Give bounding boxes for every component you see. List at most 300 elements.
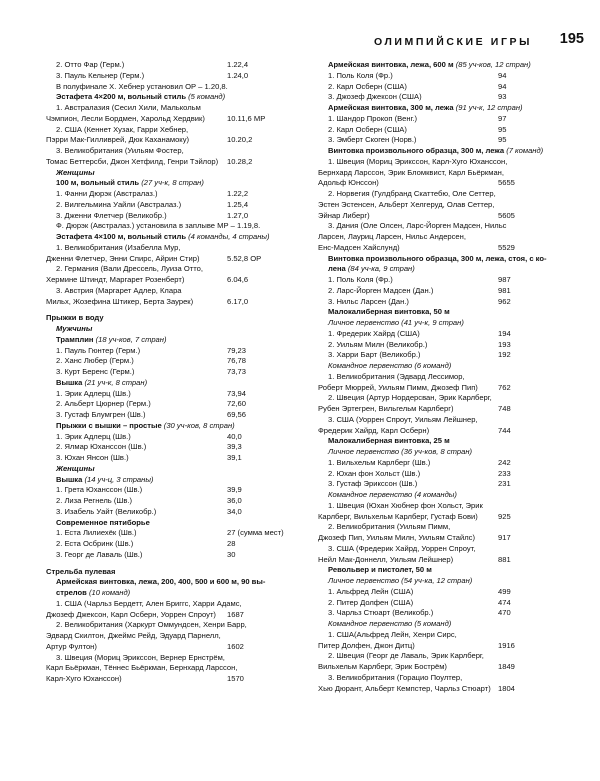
- text-line: [46, 367, 301, 378]
- text-line: [46, 168, 301, 179]
- text-line: [318, 501, 552, 512]
- text-line: [46, 599, 301, 610]
- line-value: 39,3: [227, 442, 242, 452]
- line-value: 5529: [498, 242, 515, 252]
- line-text: Личное первенство (41 уч-к, 9 стран): [328, 318, 464, 327]
- line-text: Армейская винтовка, лежа, 600 м: [328, 60, 454, 69]
- line-text: Винтовка произвольного образца, 300 м, лежа, стоя, с ко-: [328, 253, 547, 263]
- text-line: [46, 421, 301, 432]
- line-value: 470: [498, 608, 511, 618]
- line-annotation: (10 команд): [86, 588, 131, 597]
- text-line: [46, 588, 301, 599]
- line-text: Адольф Юнссон): [318, 178, 379, 188]
- text-line: [318, 71, 552, 82]
- text-line: [46, 114, 301, 125]
- line-text: 3. Великобритания (Уильям Фостер,: [56, 146, 184, 155]
- line-value: 925: [498, 511, 511, 521]
- text-line: [46, 264, 301, 275]
- text-line: [318, 297, 552, 308]
- line-value: 36,0: [227, 496, 242, 505]
- line-annotation: (18 уч-ков, 7 стран): [93, 334, 167, 344]
- line-text: 3. Густаф Эрикссон (Шв.): [328, 479, 418, 489]
- line-text: Артур Фултон): [46, 641, 97, 651]
- text-line: [318, 329, 552, 340]
- line-annotation: (21 уч-к, 8 стран): [82, 377, 148, 387]
- text-line: [46, 178, 301, 189]
- text-line: [318, 415, 552, 426]
- text-line: [318, 458, 552, 469]
- text-line: [318, 60, 552, 71]
- text-line: [46, 335, 301, 346]
- line-value: 1849: [498, 662, 515, 671]
- line-text: 3. Георг де Лаваль (Шв.): [56, 549, 143, 559]
- page-number: 195: [559, 31, 584, 47]
- text-line: [318, 361, 552, 372]
- text-line: [318, 544, 552, 555]
- line-value: 962: [498, 296, 511, 306]
- line-text: Вышка: [56, 474, 83, 484]
- line-text: Личное первенство (54 уч-ка, 12 стран): [328, 576, 473, 585]
- line-text: 3. Пауль Кельнер (Герм.): [56, 70, 145, 80]
- text-line: [318, 598, 552, 609]
- line-text: Ф. Дюрэк (Австралаз.) установила в заплыве МР – 1.19,8.: [56, 221, 261, 231]
- line-text: Мужчины: [56, 324, 93, 333]
- line-text: Фредерик Хайрд, Карл Осберн): [318, 425, 430, 435]
- line-value: 6.17,0: [227, 296, 249, 306]
- line-text: стрелов: [56, 588, 87, 597]
- line-value: 1.27,0: [227, 210, 249, 220]
- line-text: 3. Джозеф Джексон (США): [328, 92, 422, 102]
- line-text: 1. Австралазия (Сесил Хили, Малькольм: [56, 103, 201, 112]
- line-text: 1. США(Альфред Лейн, Хенри Сирс,: [328, 629, 457, 639]
- line-text: 1. Пауль Гюнтер (Герм.): [56, 345, 141, 355]
- text-line: [46, 674, 301, 685]
- line-text: 3. Изабель Уайт (Великобр.): [56, 506, 157, 516]
- line-text: Мильх, Жозефина Штикер, Берта Заурек): [46, 296, 194, 306]
- line-value: 1.22,4: [227, 60, 249, 69]
- line-text: 2. Альберт Цюрнер (Герм.): [56, 399, 151, 409]
- line-text: 3. Чарльз Стюарт (Великобр.): [328, 608, 434, 618]
- text-line: [318, 393, 552, 404]
- line-annotation: (7 команд): [504, 146, 544, 155]
- text-line: [318, 447, 552, 458]
- text-line: [318, 114, 552, 125]
- text-line: [318, 146, 552, 157]
- line-text: 2. Еста Осбринк (Шв.): [56, 539, 134, 548]
- text-line: [46, 146, 301, 157]
- text-line: [46, 275, 301, 286]
- line-text: Армейская винтовка, лежа, 200, 400, 500 и 600 м, 90 вы-: [56, 577, 266, 587]
- line-text: Современное пятиборье: [56, 517, 150, 527]
- text-line: [318, 254, 552, 265]
- text-line: [46, 485, 301, 496]
- line-value: 94: [498, 70, 507, 80]
- text-line: [318, 286, 552, 297]
- line-value: 1.25,4: [227, 199, 249, 209]
- text-line: [318, 512, 552, 523]
- line-text: 2. Питер Долфен (США): [328, 597, 414, 607]
- text-line: [46, 254, 301, 265]
- text-line: [46, 71, 301, 82]
- text-line: [46, 200, 301, 211]
- line-text: 1. Великобритания (Изабелла Мур,: [56, 242, 181, 252]
- line-text: Рубен Эртегрен, Вильгельм Карлберг): [318, 404, 454, 413]
- text-line: [318, 350, 552, 361]
- line-text: 1. Эрик Адлерц (Шв.): [56, 388, 131, 398]
- line-text: 3. Курт Беренс (Герм.): [56, 367, 135, 376]
- line-value: 987: [498, 275, 511, 284]
- text-line: [318, 264, 552, 275]
- line-value: 97: [498, 113, 507, 123]
- line-text: Роберт Мюррей, Уильям Пимм, Джозеф Пип): [318, 382, 478, 392]
- text-line: [46, 432, 301, 443]
- text-line: [46, 356, 301, 367]
- line-text: Прыжки с вышки – простые: [56, 420, 162, 430]
- line-text: 2. Норвегия (Гулдбранд Скаттебю, Оле Сеттер,: [328, 189, 496, 198]
- text-line: [46, 297, 301, 308]
- line-text: Питер Долфен, Джон Дитц): [318, 640, 415, 650]
- line-text: 2. Юхан фон Хольст (Шв.): [328, 468, 421, 478]
- line-value: 28: [227, 539, 236, 548]
- line-value: 95: [498, 124, 507, 134]
- text-line: [318, 673, 552, 684]
- line-text: Хью Дюрант, Альберт Кемпстер, Чарльз Стюарт): [318, 683, 491, 693]
- line-text: Эдвард Скилтон, Джеймс Рейд, Эдуард Парнелл,: [46, 631, 221, 640]
- line-text: 3. Великобритания (Горацио Поултер,: [328, 672, 463, 682]
- text-line: [46, 567, 301, 578]
- line-text: 2. Лиза Регнель (Шв.): [56, 496, 133, 505]
- text-line: [46, 103, 301, 114]
- line-text: 2. Ханс Любер (Герм.): [56, 356, 134, 366]
- line-value: 5655: [498, 178, 515, 188]
- line-value: 10.28,2: [227, 156, 253, 166]
- text-line: [318, 372, 552, 383]
- line-text: Эстен Эстенсен, Альберт Хелгеруд, Олав Сеттер,: [318, 199, 495, 209]
- text-line: [46, 125, 301, 136]
- line-text: Томас Беттерсби, Джон Хетфилд, Генри Тэйлор): [46, 156, 219, 166]
- left-column: [46, 60, 301, 685]
- line-value: 72,60: [227, 399, 247, 409]
- text-line: [318, 383, 552, 394]
- line-text: 1. Вильхельм Карлберг (Шв.): [328, 457, 431, 467]
- line-value: 79,23: [227, 345, 247, 355]
- text-line: [46, 324, 301, 335]
- text-line: [318, 469, 552, 480]
- line-value: 40,0: [227, 431, 242, 441]
- text-line: [46, 232, 301, 243]
- line-value: 1916: [498, 640, 515, 650]
- line-value: 981: [498, 285, 511, 295]
- text-line: [318, 318, 552, 329]
- line-value: 39,9: [227, 485, 242, 495]
- text-line: [318, 340, 552, 351]
- line-text: 1. Швеция (Мориц Эрикссон, Карл-Хуго Юханссон,: [328, 156, 508, 166]
- line-value: 76,78: [227, 356, 247, 366]
- text-line: [46, 507, 301, 518]
- line-text: Вильхельм Карлберг, Эрик Бострём): [318, 662, 447, 671]
- text-line: [318, 479, 552, 490]
- text-line: [46, 539, 301, 550]
- line-text: Нейл Мак-Доннелл, Уильям Лейшнер): [318, 554, 454, 564]
- text-line: [318, 221, 552, 232]
- text-line: [46, 399, 301, 410]
- line-value: 95: [498, 135, 507, 145]
- line-text: Стрельба пулевая: [46, 566, 116, 576]
- line-value: 30: [227, 549, 236, 559]
- line-annotation: (14 уч-ц, 3 страны): [82, 474, 154, 484]
- text-line: [46, 550, 301, 561]
- text-line: [46, 211, 301, 222]
- line-value: 1602: [227, 641, 244, 651]
- line-text: Дженни Флетчер, Энни Спирс, Айрин Стир): [46, 253, 200, 263]
- line-value: 5.52,8 ОР: [227, 253, 262, 263]
- line-value: 1570: [227, 674, 244, 683]
- line-text: Чэмпион, Лесли Бордмен, Харольд Хердвик): [46, 113, 205, 123]
- line-value: 192: [498, 350, 511, 360]
- line-value: 193: [498, 339, 511, 349]
- line-text: Карл-Хуго Юханссон): [46, 674, 122, 683]
- line-value: 881: [498, 554, 511, 564]
- text-line: [46, 313, 301, 324]
- text-line: [318, 307, 552, 318]
- line-value: 748: [498, 404, 511, 413]
- line-text: 1. Еста Лилиехёк (Шв.): [56, 528, 137, 538]
- text-line: [318, 243, 552, 254]
- line-value: 5605: [498, 210, 515, 220]
- line-value: 474: [498, 597, 511, 607]
- line-text: 1. Поль Коля (Фр.): [328, 70, 393, 80]
- text-line: [46, 389, 301, 400]
- text-line: [46, 518, 301, 529]
- line-text: Карлберг, Вильхельм Карлберг, Густаф Бови): [318, 511, 478, 521]
- line-text: 2. Великобритания (Харкурт Оммундсен, Хенри Барр,: [56, 620, 247, 630]
- text-line: [318, 651, 552, 662]
- line-value: 1687: [227, 609, 244, 619]
- line-text: 2. Ялмар Юханссон (Шв.): [56, 442, 147, 452]
- line-text: Малокалиберная винтовка, 25 м: [328, 436, 450, 446]
- line-text: 3. Нильс Ларсен (Дан.): [328, 296, 409, 306]
- line-value: 6.04,6: [227, 275, 249, 284]
- line-value: 1804: [498, 683, 515, 693]
- right-column: [318, 60, 552, 694]
- line-value: 34,0: [227, 506, 242, 516]
- text-line: [318, 168, 552, 179]
- text-line: [318, 436, 552, 447]
- text-line: [46, 610, 301, 621]
- line-value: 194: [498, 328, 511, 338]
- text-line: [318, 211, 552, 222]
- line-text: 1. Фанни Дюрэк (Австралаз.): [56, 189, 158, 198]
- line-text: 2. Великобритания (Уильям Пимм,: [328, 522, 451, 532]
- line-text: Джозеф Пип, Уильям Милн, Уильям Стайлс): [318, 533, 475, 542]
- line-text: Карл Бьёркман, Тённес Бьёркман, Бернхард Ларссон,: [46, 663, 238, 673]
- line-text: 1. Шандор Прокоп (Венг.): [328, 113, 418, 123]
- text-line: [318, 684, 552, 695]
- text-line: [318, 157, 552, 168]
- line-text: 1. Эрик Адлерц (Шв.): [56, 431, 131, 441]
- line-text: Пэрри Мак-Гилливрей, Дюк Каханамоку): [46, 135, 190, 145]
- line-text: 1. Поль Коля (Фр.): [328, 275, 393, 284]
- line-text: 3. Густаф Блумгрен (Шв.): [56, 410, 146, 419]
- line-annotation: (4 команды, 4 страны): [186, 232, 270, 241]
- text-line: [318, 125, 552, 136]
- line-text: 2. Карл Осберн (США): [328, 81, 407, 91]
- line-value: 27 (сумма мест): [227, 528, 284, 538]
- text-line: [46, 528, 301, 539]
- line-text: Женщины: [56, 167, 95, 177]
- line-value: 39,1: [227, 453, 242, 462]
- line-text: 3. США (Фредерик Хайрд, Уоррен Спроут,: [328, 543, 476, 553]
- line-annotation: (84 уч-ка, 9 стран): [345, 264, 415, 274]
- text-line: [318, 426, 552, 437]
- text-line: [318, 92, 552, 103]
- line-text: 2. Швеция (Артур Нордерсван, Эрик Карлберг,: [328, 393, 492, 403]
- line-text: 1. США (Чарльз Бердетт, Ален Бриггс, Харри Адамс,: [56, 598, 242, 608]
- line-value: 1.22,2: [227, 189, 249, 198]
- line-text: Личное первенство (36 уч-ков, 8 стран): [328, 447, 473, 456]
- text-line: [46, 82, 301, 93]
- line-value: 10.11,6 МР: [227, 113, 266, 123]
- line-text: 3. США (Уоррен Спроут, Уильям Лейшнер,: [328, 414, 478, 424]
- line-annotation: (27 уч-к, 8 стран): [139, 178, 204, 188]
- text-line: [46, 496, 301, 507]
- line-value: 242: [498, 457, 511, 467]
- text-line: [46, 286, 301, 297]
- running-title: ОЛИМПИЙСКИЕ ИГРЫ: [373, 36, 532, 48]
- line-text: 1. Великобритания (Эдвард Лессимор,: [328, 371, 465, 381]
- line-text: Ларсен, Лауриц Ларсен, Нильс Андерсен,: [318, 232, 466, 241]
- text-line: [318, 619, 552, 630]
- line-text: В полуфинале Х. Хебнер установил ОР – 1.20,8.: [56, 81, 228, 91]
- line-text: Эстафета 4×100 м, вольный стиль: [56, 232, 187, 241]
- text-line: [46, 60, 301, 71]
- line-annotation: (91 уч-к, 12 стран): [453, 103, 523, 112]
- text-line: [46, 189, 301, 200]
- line-value: 231: [498, 479, 511, 489]
- line-value: 1.24,0: [227, 70, 249, 80]
- text-line: [46, 221, 301, 232]
- text-line: [318, 103, 552, 114]
- line-text: Джозеф Джексон, Карл Осберн, Уоррен Спроут): [46, 609, 216, 619]
- line-text: Винтовка произвольного образца, 300 м, лежа: [328, 146, 505, 155]
- line-text: Командное первенство (4 команды): [328, 490, 457, 499]
- text-line: [318, 189, 552, 200]
- text-line: [46, 243, 301, 254]
- page-header: [0, 31, 600, 52]
- line-text: 3. Швеция (Мориц Эрикссон, Вернер Ернстрём,: [56, 652, 225, 662]
- text-line: [318, 641, 552, 652]
- text-line: [318, 404, 552, 415]
- line-text: 1. Фредерик Хайрд (США): [328, 328, 420, 338]
- line-text: 3. Дания (Оле Олсен, Ларс-Йорген Мадсен, Нильс: [328, 221, 507, 231]
- line-text: Прыжки в воду: [46, 313, 104, 323]
- line-text: лена: [328, 264, 346, 274]
- line-annotation: (5 команд): [186, 92, 226, 102]
- text-line: [318, 490, 552, 501]
- line-text: 3. Эмберт Скоген (Норв.): [328, 135, 417, 145]
- text-line: [46, 642, 301, 653]
- text-line: [46, 92, 301, 103]
- text-line: [46, 410, 301, 421]
- line-annotation: (30 уч-ков, 8 стран): [161, 420, 235, 430]
- line-text: 3. Юхан Янсон (Шв.): [56, 453, 129, 462]
- line-text: Енс-Мадсен Хайслунд): [318, 242, 400, 252]
- text-line: [318, 576, 552, 587]
- line-text: 1. Альфред Лейн (США): [328, 586, 414, 596]
- text-line: [46, 663, 301, 674]
- line-text: 1. Швеция (Юхан Хюбнер фон Хольст, Эрик: [328, 500, 483, 510]
- line-value: 499: [498, 586, 511, 596]
- line-text: 1. Грета Юханссон (Шв.): [56, 485, 143, 495]
- line-value: 917: [498, 533, 511, 542]
- line-value: 233: [498, 468, 511, 478]
- text-line: [46, 453, 301, 464]
- text-line: [318, 200, 552, 211]
- line-text: Малокалиберная винтовка, 50 м: [328, 307, 450, 317]
- text-line: [318, 555, 552, 566]
- text-line: [318, 275, 552, 286]
- line-text: 3. Харри Барт (Великобр.): [328, 350, 421, 360]
- line-text: 100 м, вольный стиль: [56, 178, 140, 188]
- line-text: Вышка: [56, 377, 83, 387]
- line-text: Трамплин: [56, 334, 94, 344]
- text-line: [318, 135, 552, 146]
- line-text: 2. Германия (Вали Дрессель, Луиза Отто,: [56, 264, 203, 274]
- line-text: Армейская винтовка, 300 м, лежа: [328, 103, 454, 112]
- text-line: [46, 442, 301, 453]
- line-text: 3. Дженни Флетчер (Великобр.): [56, 210, 167, 220]
- text-line: [46, 464, 301, 475]
- text-line: [318, 178, 552, 189]
- text-line: [46, 653, 301, 664]
- text-line: [46, 346, 301, 357]
- line-text: Командное первенство (5 команд): [328, 619, 452, 628]
- text-line: [318, 565, 552, 576]
- text-line: [46, 631, 301, 642]
- line-text: Командное первенство (6 команд): [328, 361, 452, 370]
- text-line: [46, 577, 301, 588]
- line-value: 73,73: [227, 367, 247, 376]
- line-text: 2. Швеция (Георг де Лаваль, Эрик Карлберг,: [328, 651, 484, 661]
- text-line: [46, 157, 301, 168]
- line-value: 73,94: [227, 388, 247, 398]
- line-annotation: (85 уч-ков, 12 стран): [453, 60, 531, 69]
- line-text: 2. США (Кеннет Хузак, Гарри Хебнер,: [56, 124, 189, 134]
- text-line: [46, 475, 301, 486]
- line-text: Бернхард Ларссон, Эрик Бломквист, Карл Бьёркман,: [318, 167, 504, 177]
- line-text: 3. Австрия (Маргарет Адлер, Клара: [56, 285, 182, 295]
- line-text: 2. Ларс-Йорген Мадсен (Дан.): [328, 285, 434, 295]
- line-text: Эстафета 4×200 м, вольный стиль: [56, 92, 187, 102]
- line-value: 94: [498, 81, 507, 91]
- line-text: Женщины: [56, 463, 95, 473]
- line-text: Хермине Штиндт, Маргарет Розенберт): [46, 275, 185, 284]
- line-text: 2. Отто Фар (Герм.): [56, 60, 125, 69]
- line-value: 69,56: [227, 410, 247, 419]
- text-line: [318, 630, 552, 641]
- text-line: [318, 522, 552, 533]
- line-text: 2. Уильям Милн (Великобр.): [328, 339, 428, 349]
- line-value: 93: [498, 92, 507, 102]
- text-line: [46, 620, 301, 631]
- line-text: Эйнар Либерг): [318, 210, 370, 220]
- line-value: 10.20,2: [227, 135, 253, 145]
- text-line: [46, 378, 301, 389]
- line-text: 2. Карл Осберн (США): [328, 124, 407, 134]
- text-line: [318, 608, 552, 619]
- line-text: 2. Вилгельмина Уайли (Австралаз.): [56, 199, 182, 209]
- text-line: [318, 232, 552, 243]
